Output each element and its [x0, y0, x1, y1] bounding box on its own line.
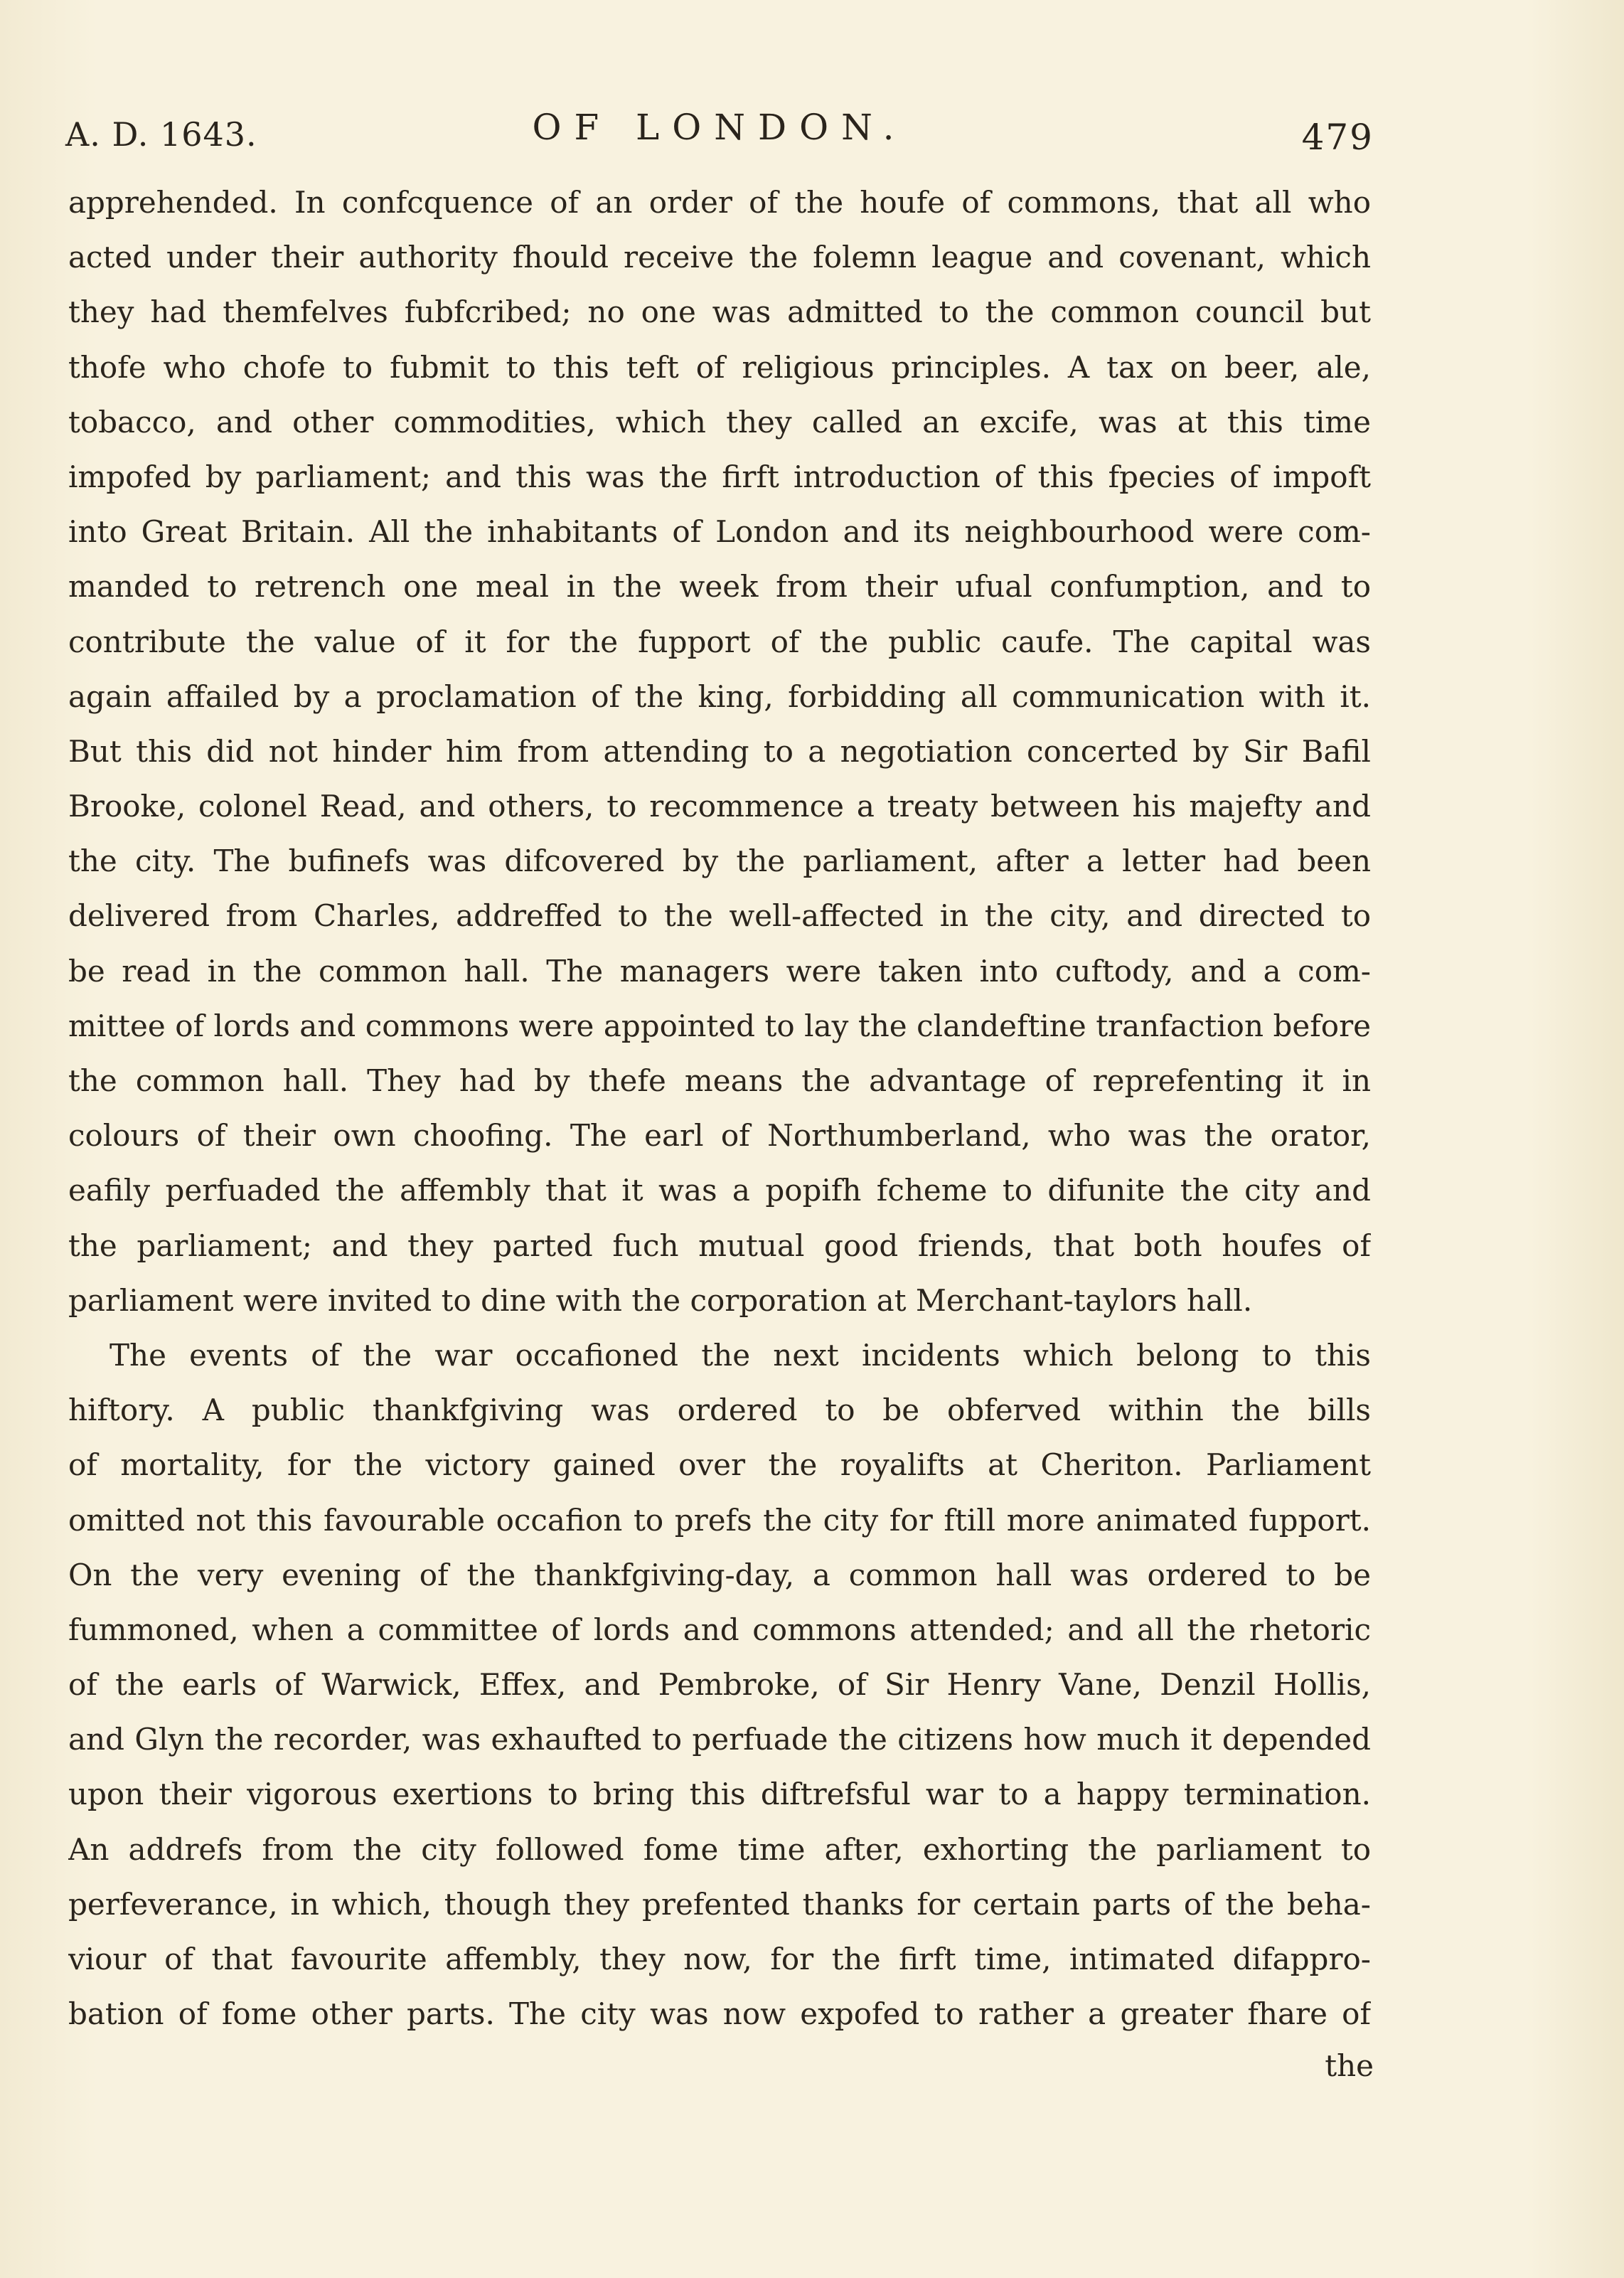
text-line: bation of fome other parts. The city was now expofed to rather a greater fhare of	[68, 1996, 1371, 2032]
text-line: the common hall. They had by thefe means the advantage of reprefenting it in	[68, 1063, 1371, 1098]
text-line: Brooke, colonel Read, and others, to recommence a treaty between his majefty and	[68, 789, 1371, 824]
running-head	[65, 107, 1374, 156]
text-line: contribute the value of it for the fupport of the public caufe. The capital was	[68, 624, 1371, 659]
text-line: into Great Britain. All the inhabitants of London and its neighbourhood were com-	[68, 514, 1371, 550]
text-line: omitted not this favourable occafion to prefs the city for ftill more animated fupport.	[68, 1502, 1371, 1538]
text-line: colours of their own choofing. The earl of Northumberland, who was the orator,	[68, 1118, 1371, 1154]
text-line: manded to retrench one meal in the week from their ufual confumption, and to	[68, 569, 1371, 605]
text-line: acted under their authority fhould receive the folemn league and covenant, which	[68, 240, 1371, 275]
text-line: delivered from Charles, addreffed to the well-affected in the city, and directed to	[68, 898, 1371, 934]
text-line: they had themfelves fubfcribed; no one was admitted to the common council but	[68, 294, 1371, 330]
text-line: the parliament; and they parted fuch mutual good friends, that both houfes of	[68, 1228, 1371, 1263]
text-line: perfeverance, in which, though they prefented thanks for certain parts of the beha-	[68, 1886, 1371, 1922]
text-line: mittee of lords and commons were appointed to lay the clandeftine tranfaction before	[68, 1008, 1371, 1043]
paragraph-start-line: The events of the war occafioned the next incidents which belong to this	[109, 1337, 1371, 1373]
page-number: 479	[1301, 117, 1374, 158]
year-marginal: A. D. 1643.	[65, 115, 257, 154]
text-line: impofed by parliament; and this was the firft introduction of this fpecies of impoft	[68, 459, 1371, 494]
text-line: But this did not hinder him from attending to a negotiation concerted by Sir Bafil	[68, 733, 1371, 769]
paragraph-end-line: parliament were invited to dine with the corporation at Merchant-taylors hall.	[68, 1282, 1253, 1318]
text-line: the city. The bufinefs was difcovered by the parliament, after a letter had been	[68, 843, 1371, 879]
text-line: upon their vigorous exertions to bring this diftrefsful war to a happy termination.	[68, 1777, 1371, 1812]
text-line: again affailed by a proclamation of the king, forbidding all communication with it.	[68, 678, 1371, 714]
text-line: An addrefs from the city followed fome time after, exhorting the parliament to	[68, 1831, 1371, 1867]
text-line: fummoned, when a committee of lords and commons attended; and all the rhetoric	[68, 1612, 1371, 1647]
text-line: thofe who chofe to fubmit to this teft of religious principles. A tax on beer, ale,	[68, 349, 1371, 385]
text-line: be read in the common hall. The managers were taken into cuftody, and a com-	[68, 953, 1371, 989]
body-text	[68, 175, 1371, 2041]
text-line: of the earls of Warwick, Effex, and Pembroke, of Sir Henry Vane, Denzil Hollis,	[68, 1667, 1371, 1703]
text-line: eafily perfuaded the affembly that it was a popifh fcheme to difunite the city and	[68, 1173, 1371, 1208]
text-line: tobacco, and other commodities, which they called an excife, was at this time	[68, 404, 1371, 440]
text-line: On the very evening of the thankfgiving-day, a common hall was ordered to be	[68, 1557, 1371, 1592]
page-title: OF LONDON.	[532, 107, 907, 148]
text-line: hiftory. A public thankfgiving was ordered to be obferved within the bills	[68, 1393, 1371, 1428]
catchword: the	[1325, 2048, 1374, 2083]
text-line: of mortality, for the victory gained over the royalifts at Cheriton. Parliament	[68, 1447, 1371, 1483]
text-line: viour of that favourite affembly, they now, for the firft time, intimated difappro-	[68, 1942, 1371, 1976]
text-line: and Glyn the recorder, was exhaufted to perfuade the citizens how much it depended	[68, 1722, 1371, 1757]
text-line: apprehended. In confcquence of an order of the houfe of commons, that all who	[68, 185, 1371, 220]
